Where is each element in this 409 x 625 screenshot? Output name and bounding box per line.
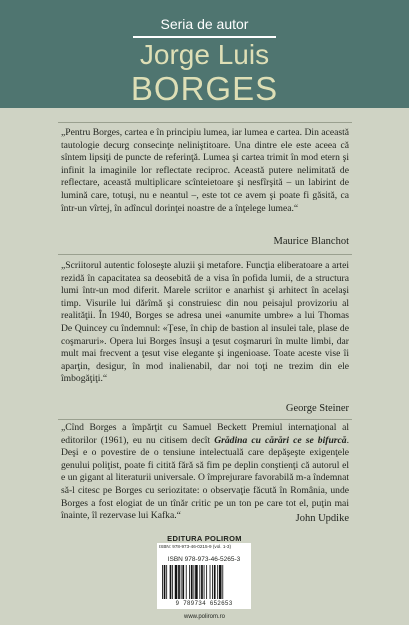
- barcode-bar: [195, 565, 198, 599]
- barcode-digits: 9 789734 652653: [175, 600, 233, 607]
- quote-author: John Updike: [295, 513, 349, 524]
- barcode-bar: [212, 565, 213, 599]
- barcode-label: [157, 543, 251, 609]
- divider: [58, 419, 352, 420]
- quote-text: „Scriitorul autentic foloseşte aluzii şi metafore. Funcţia eliberatoare a artei rezidă în capacitatea sa deosebită de a visa în pofida lumii, de a structura lumi într-un mod diferit. Marele scriitor e anarhist şi arhitect în acelaşi timp. Visurile lui dărîmă şi construiesc din nou peisajul provizoriu al realităţii. În 1940, Borges se adresa unei «anumite umbre» a lui Thomas De Quincey cu îndemnul: «Ţese, în chip de bastion al insulei tale, plase de coşmaruri». Opera lui Borges însuşi a ţesut coşmaruri în multe limbi, dar mult mai frecvent a ţesut vise elegante şi ingenioase. Toate aceste vise îi aparţin, desigur, în mod inalienabil, dar noi toţi ne trezim din ele îmbogăţiţi.“: [61, 260, 349, 385]
- publisher-website: www.polirom.ro: [183, 614, 225, 620]
- header-band: [0, 0, 409, 108]
- barcode-bar: [204, 565, 205, 599]
- series-underline: [133, 36, 276, 38]
- barcode-bar: [166, 565, 167, 599]
- barcode-bar: [178, 565, 180, 599]
- barcode-bar: [193, 565, 194, 599]
- barcode-bar: [175, 565, 178, 599]
- isbn: ISBN 978-973-46-5265-3: [167, 556, 241, 563]
- barcode-bar: [186, 565, 187, 599]
- barcode-bar: [182, 565, 184, 599]
- divider: [58, 122, 352, 123]
- barcode-bar: [164, 565, 166, 599]
- quote-author: Maurice Blanchot: [273, 236, 349, 247]
- barcode-bar: [162, 565, 163, 599]
- isbn-set: ISBN: 978-973-46-0215-9 (vol. 1-3): [159, 544, 232, 549]
- author-first-name: Jorge Luis: [139, 39, 270, 70]
- barcode-bar: [172, 565, 173, 599]
- barcode-bar: [206, 565, 207, 599]
- barcode: [162, 565, 246, 599]
- barcode-bar: [210, 565, 211, 599]
- barcode-bar: [199, 565, 200, 599]
- barcode-bar: [191, 565, 193, 599]
- barcode-bar: [222, 565, 223, 599]
- barcode-bar: [201, 565, 203, 599]
- publisher-logo: EDITURA POLIROM: [167, 534, 242, 543]
- barcode-bar: [189, 565, 190, 599]
- quote-author: George Steiner: [285, 403, 349, 414]
- quote-text: „Cînd Borges a împărţit cu Samuel Beckett Premiul internaţional al editorilor (1961), eu nu citisem decît Grădina cu cărări ce se bifurcă. Deşi e o povestire de o tensiune intelectuală care depăşeşte exigenţele genului poliţist, poate fi citită fără să fim pe deplin conştienţi că autorul el e un gigant al literaturii universale. O împrejurare favorabilă m-a îndemnat să-l citesc pe Borges cu seriozitate: o observaţie făcută în România, unde Borges a fost elogiat de un tînăr critic pe un ton pe care tot el, puţin mai înainte, îl rezervase lui Kafka.“: [61, 422, 349, 522]
- quote-text: „Pentru Borges, cartea e în principiu lumea, iar lumea e cartea. Din această tautologie decurg consecinţe neliniştitoare. Una dintre ele este aceea că sîntem lipsiţi de puncte de referinţă. Lumea şi cartea trimit în mod etern şi infinit la imaginile lor reflectate reciproc. Această putere nelimitată de reflectare, această multiplicare scînteietoare şi nesfîrşită – un labirint de lumină care, totuşi, nu e neantul –, este tot ce avem şi poate fi găsită, ca într-un vîrtej, în adîncul dorinţei noastre de a înţelege lumea.“: [61, 127, 349, 214]
- barcode-bar: [219, 565, 222, 599]
- barcode-bar: [170, 565, 172, 599]
- barcode-bar: [214, 565, 216, 599]
- barcode-bar: [217, 565, 218, 599]
- author-last-name: BORGES: [130, 70, 279, 107]
- series-label: Seria de autor: [160, 16, 249, 32]
- divider: [58, 254, 352, 255]
- barcode-bar: [181, 565, 182, 599]
